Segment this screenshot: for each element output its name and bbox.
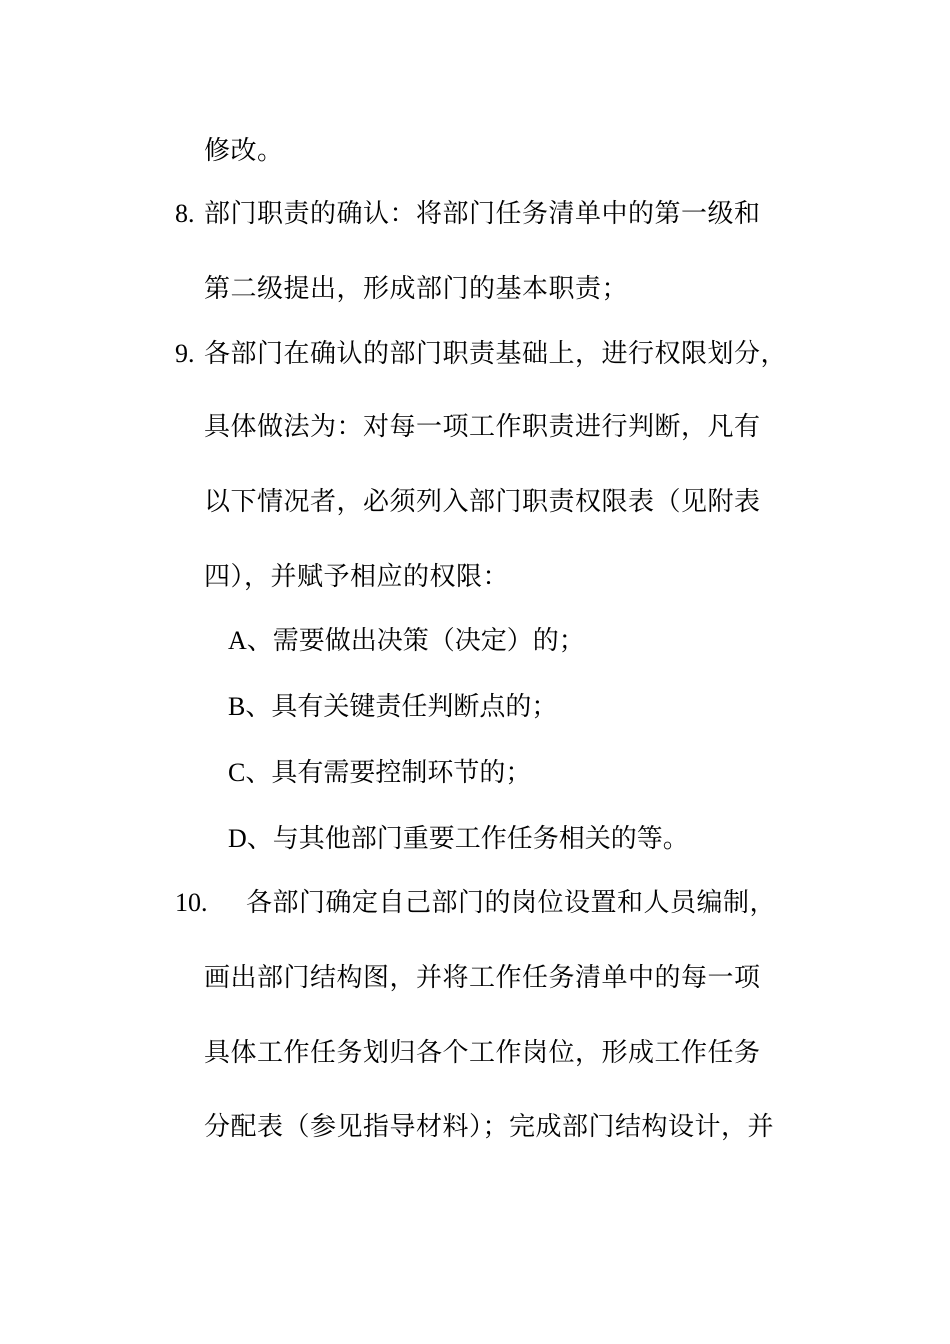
subitem-c-letter: C xyxy=(228,758,246,787)
item-8-number: 8. xyxy=(175,199,195,228)
subitem-d-letter: D xyxy=(228,824,247,853)
item-8-line-2: 第二级提出，形成部门的基本职责； xyxy=(204,274,629,304)
subitem-a-text: 、需要做出决策（决定）的； xyxy=(246,626,585,656)
subitem-d-text: 、与其他部门重要工作任务相关的等。 xyxy=(246,824,689,854)
item-10-line-2: 画出部门结构图，并将工作任务清单中的每一项 xyxy=(204,963,761,993)
subitem-a xyxy=(228,624,585,658)
item-9-line-4: 四），并赋予相应的权限： xyxy=(204,562,510,592)
subitem-c xyxy=(228,756,531,790)
item-10-line-1: 各部门确定自己部门的岗位设置和人员编制， xyxy=(246,888,777,918)
subitem-b-letter: B xyxy=(228,692,246,721)
subitem-d xyxy=(228,822,689,856)
item-9-number: 9. xyxy=(175,339,195,368)
subitem-b-text: 、具有关键责任判断点的； xyxy=(245,692,558,722)
subitem-c-text: 、具有需要控制环节的； xyxy=(245,758,532,788)
item-10-line-3: 具体工作任务划归各个工作岗位，形成工作任务 xyxy=(204,1038,761,1068)
item-8-line-1: 部门职责的确认：将部门任务清单中的第一级和 xyxy=(204,199,761,229)
continuation-line: 修改。 xyxy=(204,136,284,166)
item-9-line-1: 各部门在确认的部门职责基础上，进行权限划分， xyxy=(204,339,788,369)
item-9-line-3: 以下情况者，必须列入部门职责权限表（见附表 xyxy=(204,487,761,517)
item-9-line-2: 具体做法为：对每一项工作职责进行判断，凡有 xyxy=(204,412,761,442)
subitem-a-letter: A xyxy=(228,626,247,655)
item-10-line-4: 分配表（参见指导材料）；完成部门结构设计，并 xyxy=(204,1112,775,1142)
item-10-number: 10. xyxy=(175,888,208,917)
subitem-b xyxy=(228,690,557,724)
